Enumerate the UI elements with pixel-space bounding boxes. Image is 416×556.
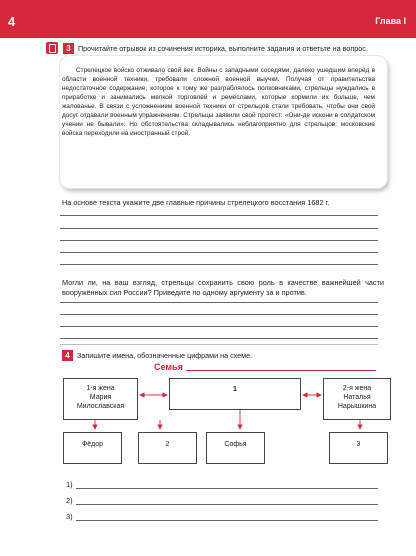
chapter-title: Глава I	[375, 16, 406, 26]
wife-2-box	[323, 378, 391, 420]
wife-1-label: 1-я жена	[86, 385, 115, 392]
answer-line[interactable]	[60, 326, 378, 327]
father-box	[169, 378, 301, 410]
wife-1-last-name: Милославская	[76, 403, 125, 410]
answer-line-3[interactable]	[76, 520, 378, 521]
page-number: 4	[8, 14, 16, 29]
task-number-4: 4	[62, 350, 73, 361]
wife-2-last-name: Нарышкина	[337, 403, 377, 410]
wife-1-first-name: Мария	[89, 394, 112, 401]
child-box-2: 2	[138, 432, 197, 464]
question-2: Могли ли, на ваш взгляд, стрельцы сохранить свою роль в качестве важнейшей части вооружённых сил России? Приведите по одному аргументу за и против.	[62, 278, 384, 297]
historian-excerpt: Стрелецкое войско отживало свой век. Войны с западными соседями, далеко ушедшим вперёд в области военной техники, требовали сложной военной выучки. Получая от правительства недостаточное содержание, которое к тому же разграблялось полковниками, стрельцы нуждались в приработке и занимались мелкой торговлей и ремёслами, которые кормили их больше, чем жалованье. В связи с усложнением военной техники от стрельцов стали требовать, чтобы они свой досуг отдавали военным упражнениям. Стрельцы заявили свой протест: «Они-де искони в солдатском учении не бывали». Но обстоятельства складывались неблагоприятно для стрельцов: московские войска переходили на иностранный строй.	[62, 67, 375, 138]
question-1: На основе текста укажите две главные причины стрелецкого восстания 1682 г.	[62, 198, 330, 207]
child-box-fedor: Фёдор	[63, 432, 122, 464]
task-number-3: 3	[63, 43, 74, 54]
wife-2-label: 2-я жена	[342, 385, 372, 392]
answer-label-1: 1)	[66, 480, 73, 489]
answer-line[interactable]	[60, 264, 378, 265]
answer-line[interactable]	[60, 314, 378, 315]
answer-line[interactable]	[60, 338, 378, 339]
task-3-instruction: Прочитайте отрывок из сочинения историка, выполните задания и ответьте на вопрос.	[78, 44, 368, 53]
answer-line[interactable]	[60, 252, 378, 253]
answer-line-2[interactable]	[76, 504, 378, 505]
answer-line-1[interactable]	[76, 488, 378, 489]
task-4-instruction: Запишите имена, обозначенные цифрами на схеме.	[77, 351, 253, 360]
document-icon	[46, 42, 58, 54]
answer-label-3: 3)	[66, 512, 73, 521]
answer-label-2: 2)	[66, 496, 73, 505]
child-box-sofia: Софья	[206, 432, 265, 464]
wife-2-first-name: Наталья	[343, 394, 371, 401]
child-box-3: 3	[329, 432, 388, 464]
wife-1-box	[63, 378, 138, 420]
answer-line[interactable]	[60, 215, 378, 216]
section-divider	[60, 344, 378, 345]
family-scheme-title: Семья	[154, 362, 183, 372]
page-header	[0, 0, 416, 38]
answer-line[interactable]	[60, 228, 378, 229]
answer-line[interactable]	[60, 240, 378, 241]
answer-line[interactable]	[60, 302, 378, 303]
title-underline	[186, 370, 376, 371]
father-number: 1	[233, 386, 237, 393]
